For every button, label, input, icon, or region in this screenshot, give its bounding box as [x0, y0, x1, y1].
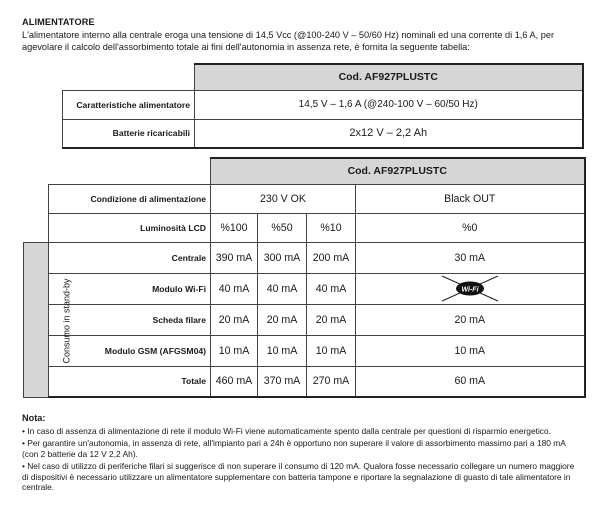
- note-item: • Per garantire un'autonomia, in assenza di rete, all'impianto pari a 24h è opportuno non superare il valore di assorbimento massimo pari a 180 mA (con 2 batterie da 12 V 2,2 Ah).: [22, 438, 566, 459]
- section-title: ALIMENTATORE: [22, 17, 95, 27]
- value-cell: 390 mA: [211, 242, 258, 273]
- note-item: • Nel caso di utilizzo di periferiche filari si suggerisce di non superare il consumo di 120 mA. Qualora fosse necessario collegare un numero maggiore di dispositivi è necessario utilizzare un alimentatore supplementare con batteria tampone e riportare la segnalazione di guasto di tale alimentatore in centrale.: [22, 461, 575, 493]
- mains-ok-label: 230 V OK: [211, 184, 356, 213]
- lcd-value: %0: [356, 213, 585, 242]
- wifi-off-icon: [440, 274, 500, 303]
- intro-paragraph: L'alimentatore interno alla centrale eroga una tensione di 14,5 Vcc (@100-240 V – 50/60 Hz) nominali ed una corrente di 1,6 A, per agevolare il calcolo dell'assorbimento totale ai fini dell'autonomia in assenza rete, è fornita la seguente tabella:: [22, 30, 555, 52]
- value-cell: 20 mA: [258, 304, 307, 335]
- condition-label: Condizione di alimentazione: [49, 184, 211, 213]
- value-cell: 300 mA: [258, 242, 307, 273]
- row-label-scheda-filare: Scheda filare: [49, 304, 211, 335]
- standby-side-label: [24, 242, 72, 397]
- table2-header: Cod. AF927PLUSTC: [211, 158, 585, 184]
- value-cell: 200 mA: [307, 242, 356, 273]
- row-label-centrale: Centrale: [49, 242, 211, 273]
- value-cell: 40 mA: [258, 273, 307, 304]
- value-cell: 10 mA: [307, 335, 356, 366]
- wifi-icon-text: Wi-Fi: [461, 286, 479, 294]
- note-item: • In caso di assenza di alimentazione di rete il modulo Wi-Fi viene automaticamente spento dalla centrale per questioni di risparmio energetico.: [22, 426, 551, 436]
- value-cell: 20 mA: [356, 304, 585, 335]
- notes-title: Nota:: [22, 413, 46, 423]
- lcd-value: %50: [258, 213, 307, 242]
- total-cell: 60 mA: [356, 366, 585, 397]
- total-cell: 270 mA: [307, 366, 356, 397]
- table1-row-label: Caratteristiche alimentatore: [63, 90, 195, 119]
- standby-side-text: Consumo in stand-by: [61, 277, 72, 364]
- blackout-label: Black OUT: [356, 184, 585, 213]
- row-label-totale: Totale: [49, 366, 211, 397]
- table1-row-value: 14,5 V – 1,6 A (@240-100 V – 60/50 Hz): [195, 90, 583, 119]
- total-cell: 370 mA: [258, 366, 307, 397]
- notes-list: [22, 426, 582, 494]
- value-cell: 10 mA: [258, 335, 307, 366]
- lcd-label: Luminosità LCD: [49, 213, 211, 242]
- lcd-value: %10: [307, 213, 356, 242]
- row-label-wifi: Modulo Wi-Fi: [49, 273, 211, 304]
- value-cell: 20 mA: [211, 304, 258, 335]
- value-cell: 20 mA: [307, 304, 356, 335]
- value-cell: 10 mA: [211, 335, 258, 366]
- power-supply-table: [62, 63, 584, 149]
- table1-row-value: 2x12 V – 2,2 Ah: [195, 119, 583, 148]
- consumption-table: [23, 157, 586, 398]
- row-label-gsm: Modulo GSM (AFGSM04): [49, 335, 211, 366]
- table1-row-label: Batterie ricaricabili: [63, 119, 195, 148]
- value-cell: 30 mA: [356, 242, 585, 273]
- total-cell: 460 mA: [211, 366, 258, 397]
- lcd-value: %100: [211, 213, 258, 242]
- table1-header: Cod. AF927PLUSTC: [195, 64, 583, 90]
- value-cell: 40 mA: [307, 273, 356, 304]
- wifi-blackout-cell: [356, 273, 585, 304]
- value-cell: 10 mA: [356, 335, 585, 366]
- value-cell: 40 mA: [211, 273, 258, 304]
